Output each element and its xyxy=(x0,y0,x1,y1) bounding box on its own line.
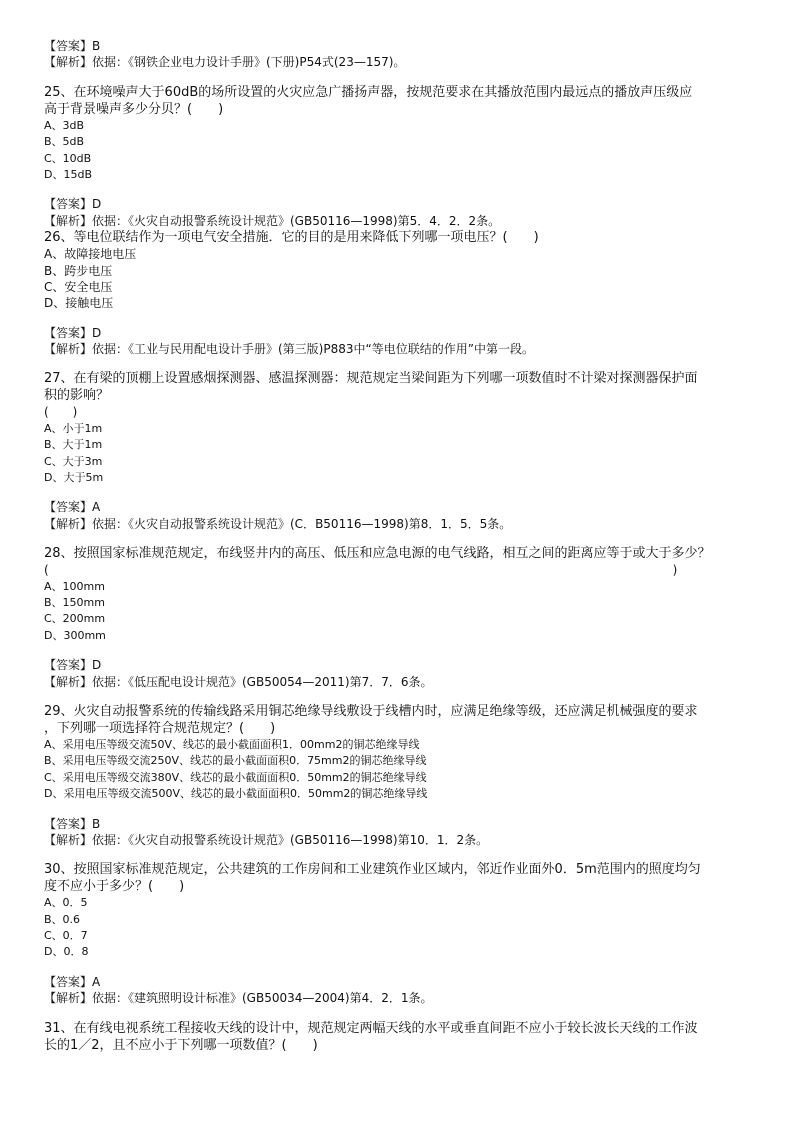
question-27 xyxy=(44,370,764,545)
analysis-line: 【解析】依据：《火灾自动报警系统设计规范》(C．B50116—1998)第8．1．5．5条。 xyxy=(44,516,512,531)
analysis-line: 【解析】依据：《钢铁企业电力设计手册》(下册)P54式(23—157)。 xyxy=(44,55,406,70)
option-a: A、采用电压等级交流50V、线芯的最小截面面积1．00mm2的铜芯绝缘导线 xyxy=(44,737,420,751)
answer-line: 【答案】B xyxy=(44,39,101,53)
option-c: C、大于3m xyxy=(44,454,103,468)
question-stem: 30、按照国家标准规范规定，公共建筑的工作房间和工业建筑作业区域内，邻近作业面外0．5m范围内的照度均匀 xyxy=(44,862,701,878)
question-29 xyxy=(44,703,764,861)
analysis-line: 【解析】依据：《工业与民用配电设计手册》(第三版)P883中“等电位联结的作用”中第一段。 xyxy=(44,342,534,357)
question-stem: 度不应小于多少？( ) xyxy=(44,879,185,895)
option-d: D、采用电压等级交流500V、线芯的最小截面面积0．50mm2的铜芯绝缘导线 xyxy=(44,787,428,801)
analysis-line: 【解析】依据：《火灾自动报警系统设计规范》(GB50116—1998)第5．4．2．2条。 xyxy=(44,213,501,228)
question-stem: 25、在环境噪声大于60dB的场所设置的火灾应急广播扬声器，按规范要求在其播放范围内最远点的播放声压级应 xyxy=(44,84,693,100)
analysis-line: 【解析】依据：《低压配电设计规范》(GB50054—2011)第7．7．6条。 xyxy=(44,674,433,689)
answer-line: 【答案】A xyxy=(44,500,101,515)
option-c: C、0．7 xyxy=(44,929,88,943)
option-a: A、故障接地电压 xyxy=(44,247,137,262)
option-a: A、0．5 xyxy=(44,896,88,910)
question-stem: 长的1／2，且不应小于下列哪一项数值？( ) xyxy=(44,1037,318,1053)
question-28 xyxy=(44,545,764,703)
answer-line: 【答案】D xyxy=(44,197,102,212)
option-a: A、3dB xyxy=(44,118,85,132)
question-stem: ( ) xyxy=(44,405,78,420)
analysis-line: 【解析】依据：《火灾自动报警系统设计规范》(GB50116—1998)第10．1．2条。 xyxy=(44,832,489,847)
option-c: C、安全电压 xyxy=(44,279,113,294)
question-30 xyxy=(44,861,764,1019)
question-stem: ，下列哪一项选择符合规范规定？( ) xyxy=(44,720,276,736)
option-d: D、300mm xyxy=(44,628,106,642)
answer-line: 【答案】D xyxy=(44,325,102,340)
question-stem: 29、火灾自动报警系统的传输线路采用铜芯绝缘导线敷设于线槽内时，应满足绝缘等级，还应满足机械强度的要求 xyxy=(44,703,698,719)
question-stem: 高于背景噪声多少分贝？( ) xyxy=(44,101,224,117)
question-stem: 28、按照国家标准规范规定，布线竖井内的高压、低压和应急电源的电气线路，相互之间的距离应等于或大于多少？ xyxy=(44,546,711,562)
question-stem: 积的影响？ xyxy=(44,388,110,404)
answer-line: 【答案】A xyxy=(44,974,101,989)
option-b: B、大于1m xyxy=(44,438,103,452)
option-a: A、100mm xyxy=(44,579,105,593)
question-stem: 27、在有梁的顶棚上设置感烟探测器、感温探测器：规范规定当梁间距为下列哪一项数值时不计梁对探测器保护面 xyxy=(44,371,698,387)
option-b: B、5dB xyxy=(44,135,85,149)
question-26 xyxy=(44,229,764,370)
question-31 xyxy=(44,1020,764,1054)
option-d: D、大于5m xyxy=(44,471,104,485)
question-stem: 26、等电位联结作为一项电气安全措施．它的目的是用来降低下列哪一项电压？( ) xyxy=(44,230,539,246)
option-a: A、小于1m xyxy=(44,421,103,435)
option-d: D、15dB xyxy=(44,167,92,181)
answer-line: 【答案】D xyxy=(44,658,102,673)
answer-line: 【答案】B xyxy=(44,816,101,831)
question-25 xyxy=(44,84,764,229)
option-c: C、10dB xyxy=(44,151,92,165)
option-c: C、采用电压等级交流380V、线芯的最小截面面积0．50mm2的铜芯绝缘导线 xyxy=(44,770,427,784)
option-d: D、0．8 xyxy=(44,945,89,959)
option-b: B、0.6 xyxy=(44,912,81,926)
question-stem: 31、在有线电视系统工程接收天线的设计中，规范规定两幅天线的水平或垂直间距不应小于较长波长天线的工作波 xyxy=(44,1020,698,1036)
option-b: B、150mm xyxy=(44,595,105,609)
option-c: C、200mm xyxy=(44,612,106,626)
analysis-line: 【解析】依据：《建筑照明设计标准》(GB50034—2004)第4．2．1条。 xyxy=(44,991,433,1006)
option-b: B、跨步电压 xyxy=(44,263,113,278)
option-d: D、接触电压 xyxy=(44,296,114,311)
question-stem: ( ) xyxy=(44,563,678,578)
document-page xyxy=(44,38,764,1054)
option-b: B、采用电压等级交流250V、线芯的最小截面面积0．75mm2的铜芯绝缘导线 xyxy=(44,754,427,768)
